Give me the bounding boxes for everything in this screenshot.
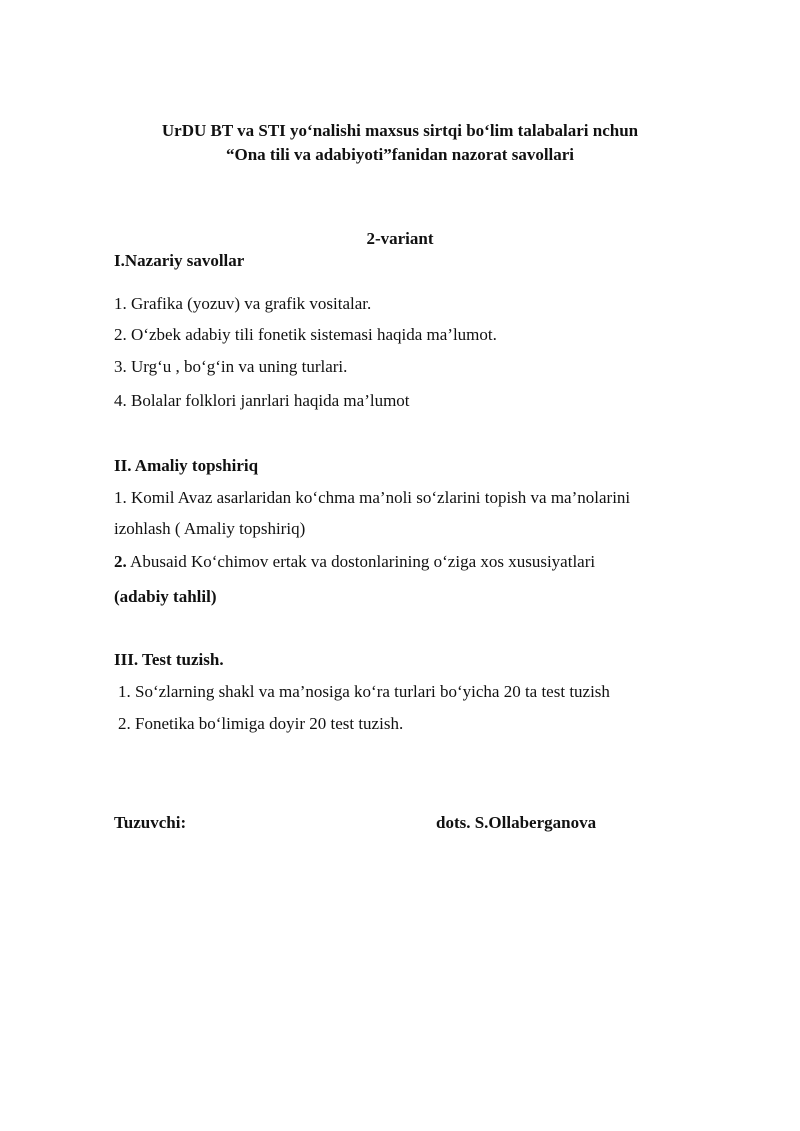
list-item-number: 2. [114,552,127,571]
section-1-title: I.Nazariy savollar [114,251,245,270]
list-item: 3. Urg‘u , bo‘g‘in va uning turlari. [114,357,348,376]
section-3-title: III. Test tuzish. [114,650,224,669]
header-line-1: UrDU BT va STI yo‘nalishi maxsus sirtqi bo‘lim talabalari nchun [161,121,639,140]
author-name: dots. S.Ollaberganova [436,813,597,832]
list-item-continuation: (adabiy tahlil) [114,587,217,606]
section-2-title: II. Amaliy topshiriq [114,456,259,475]
author-label: Tuzuvchi: [114,813,187,832]
list-item-text: Abusaid Ko‘chimov ertak va dostonlarining o‘ziga xos xususiyatlari [126,552,596,571]
list-item: 1. So‘zlarning shakl va ma’nosiga ko‘ra turlari bo‘yicha 20 ta test tuzish [118,682,610,701]
header-line-2: “Ona tili va adabiyoti”fanidan nazorat savollari [225,145,575,164]
list-item-continuation: izohlash ( Amaliy topshiriq) [114,519,306,538]
list-item: 4. Bolalar folklori janrlari haqida ma’lumot [114,391,410,410]
list-item: 1. Komil Avaz asarlaridan ko‘chma ma’noli so‘zlarini topish va ma’nolarini [114,488,631,507]
list-item [114,552,595,572]
list-item: 1. Grafika (yozuv) va grafik vositalar. [114,294,372,313]
variant-title: 2-variant [366,229,434,248]
list-item: 2. Fonetika bo‘limiga doyir 20 test tuzish. [118,714,404,733]
list-item: 2. O‘zbek adabiy tili fonetik sistemasi haqida ma’lumot. [114,325,497,344]
